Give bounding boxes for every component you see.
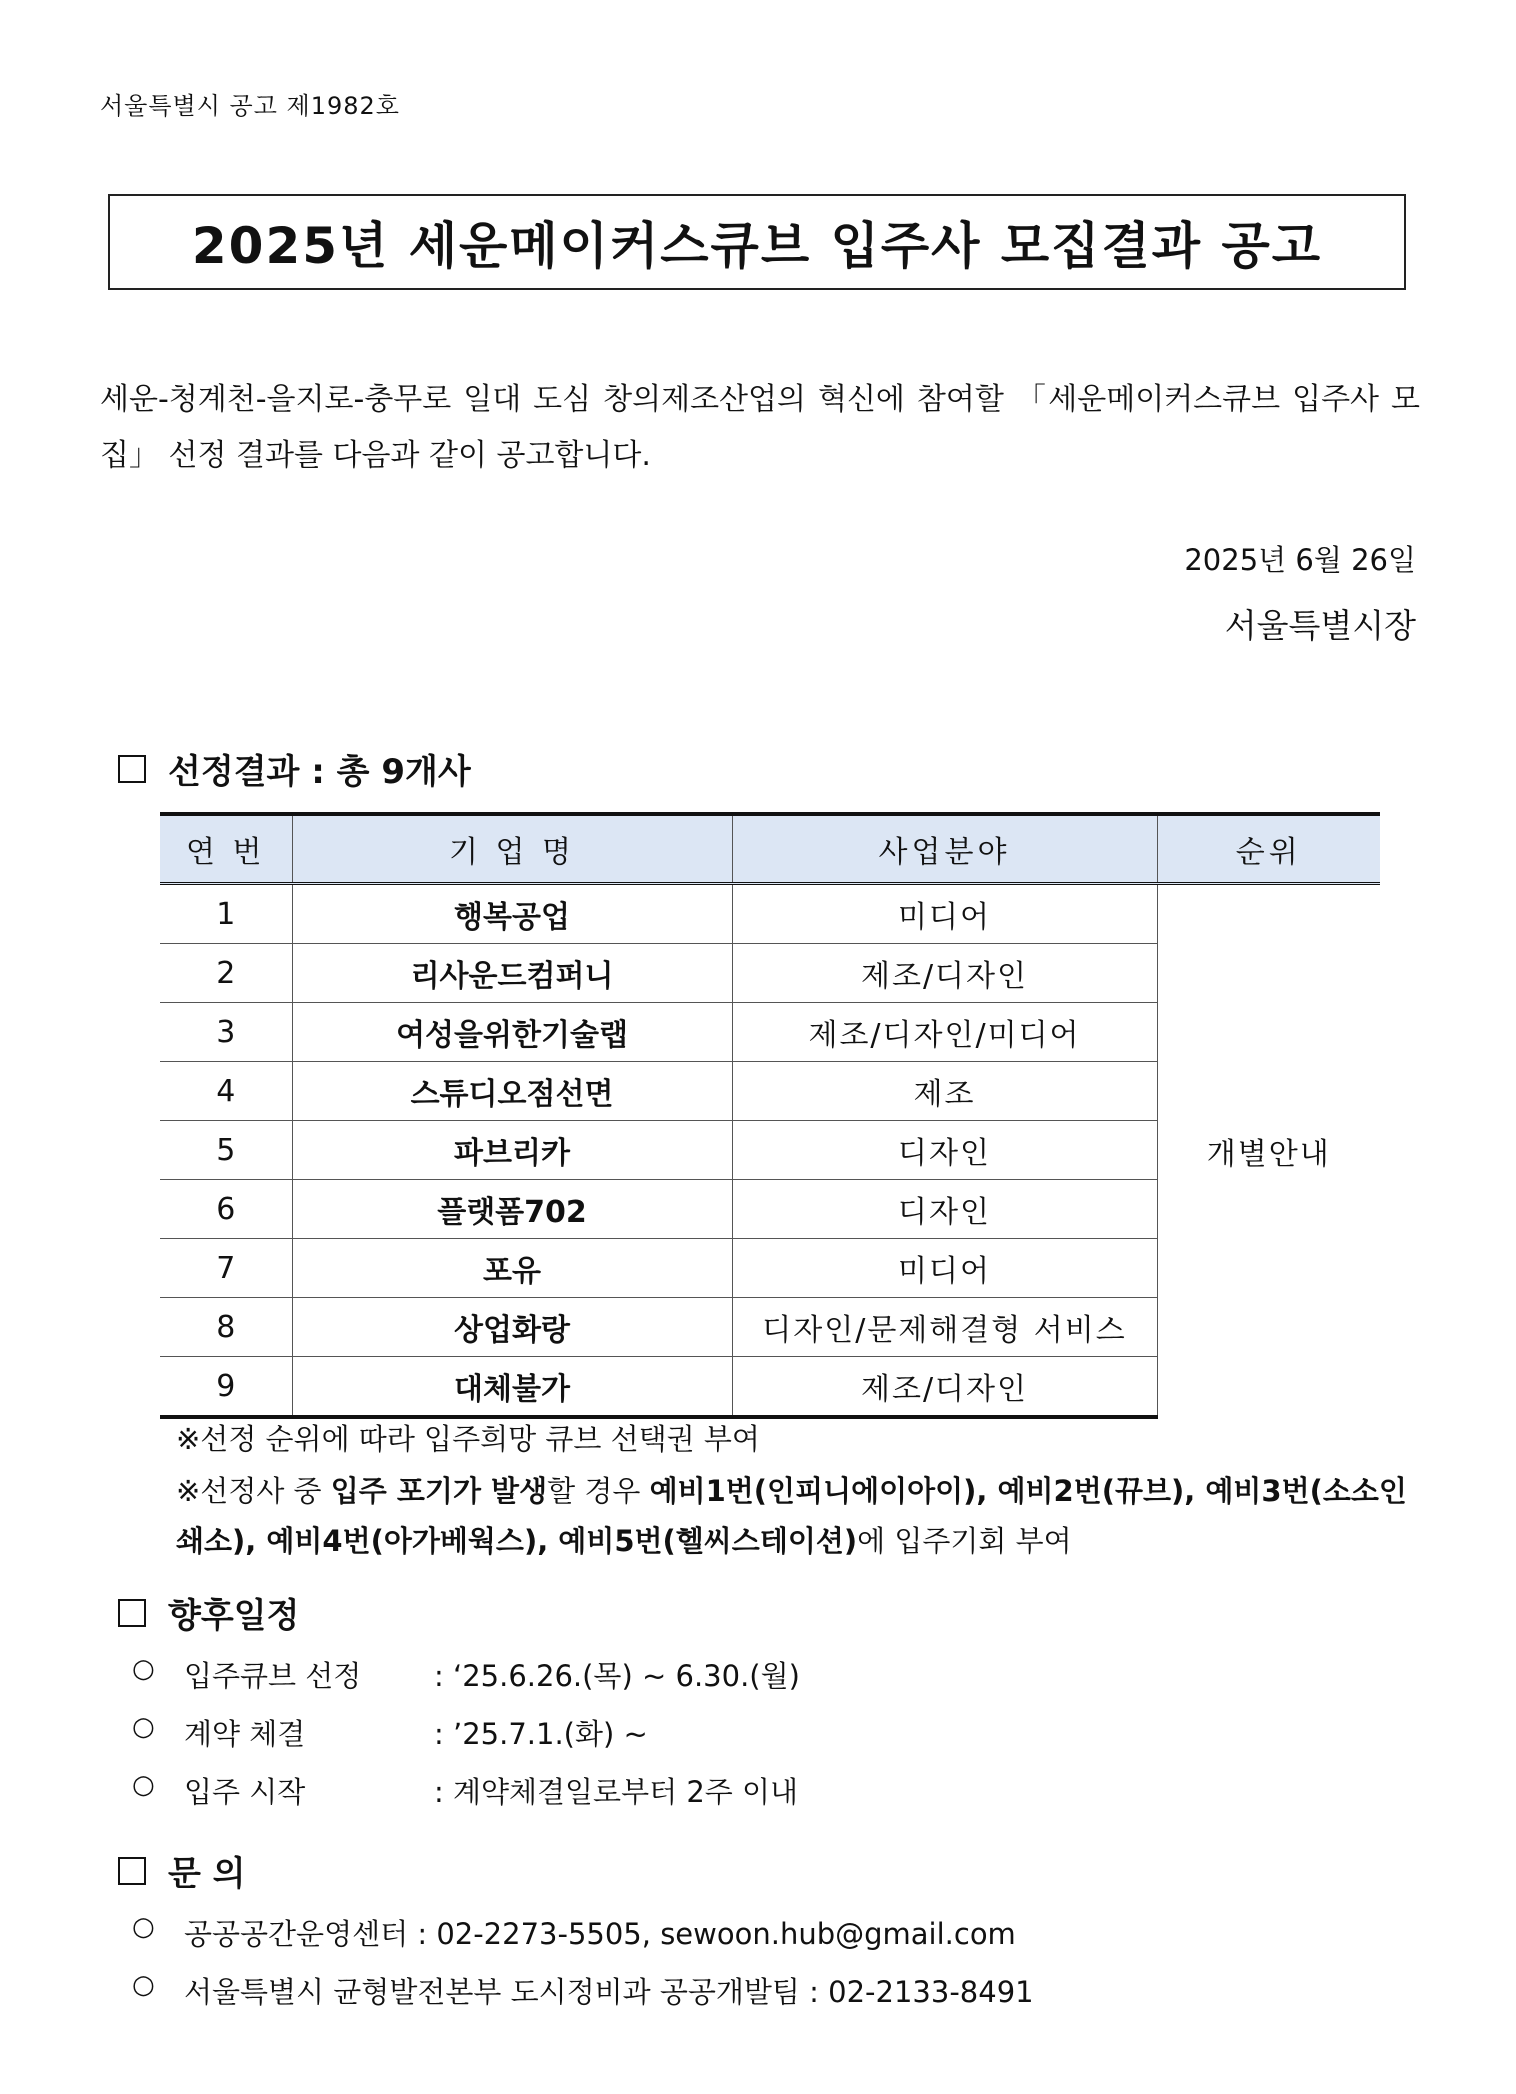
row-company: 플랫폼702: [292, 1180, 732, 1239]
schedule-label: 입주큐브 선정: [184, 1659, 362, 1693]
row-field: 디자인: [732, 1121, 1157, 1180]
table-row: [160, 884, 1380, 944]
reserve-note-bold-1: 입주 포기가 발생: [330, 1474, 548, 1508]
section-results-title: 선정결과 : 총 9개사: [168, 752, 471, 792]
row-field: 제조/디자인: [732, 944, 1157, 1003]
announcement-date: 2025년 6월 26일: [1184, 543, 1416, 577]
reserve-note-mid: 할 경우: [547, 1474, 650, 1508]
row-no: 4: [160, 1062, 292, 1121]
reserve-note-prefix: ※선정사 중: [176, 1474, 331, 1508]
schedule-value: : 계약체결일로부터 2주 이내: [434, 1775, 799, 1809]
row-field: 제조: [732, 1062, 1157, 1121]
row-no: 8: [160, 1298, 292, 1357]
schedule-item: [132, 1712, 648, 1753]
row-no: 7: [160, 1239, 292, 1298]
row-no: 1: [160, 884, 292, 944]
column-header-field: 사업분야: [732, 814, 1157, 884]
circle-bullet-icon: ○: [132, 1712, 155, 1742]
row-field: 디자인: [732, 1180, 1157, 1239]
row-field: 디자인/문제해결형 서비스: [732, 1298, 1157, 1357]
row-no: 5: [160, 1121, 292, 1180]
row-no: 6: [160, 1180, 292, 1239]
column-header-no: 연 번: [160, 814, 292, 884]
intro-paragraph: 세운-청계천-을지로-충무로 일대 도심 창의제조산업의 혁신에 참여할 「세운메이커스큐브 입주사 모집」 선정 결과를 다음과 같이 공고합니다.: [100, 382, 1420, 473]
contact-item: [132, 1912, 1016, 1953]
reserve-note: [176, 1466, 1420, 1566]
column-header-rank: 순위: [1157, 814, 1380, 884]
schedule-item: [132, 1654, 800, 1695]
circle-bullet-icon: ○: [132, 1770, 155, 1800]
table-header-row: [160, 814, 1380, 884]
row-no: 2: [160, 944, 292, 1003]
selection-order-note: ※선정 순위에 따라 입주희망 큐브 선택권 부여: [176, 1422, 760, 1456]
row-no: 9: [160, 1357, 292, 1418]
title-box: [108, 194, 1406, 290]
section-schedule-title: 향후일정: [168, 1596, 300, 1636]
circle-bullet-icon: ○: [132, 1970, 155, 2000]
row-company: 포유: [292, 1239, 732, 1298]
row-company: 여성을위한기술랩: [292, 1003, 732, 1062]
checkbox-square-icon: [118, 1599, 146, 1627]
notice-number: 서울특별시 공고 제1982호: [100, 92, 400, 120]
circle-bullet-icon: ○: [132, 1654, 155, 1684]
results-table: [160, 812, 1380, 1419]
row-field: 미디어: [732, 884, 1157, 944]
row-field: 미디어: [732, 1239, 1157, 1298]
section-schedule-heading: [118, 1588, 299, 1637]
contact-text: 서울특별시 균형발전본부 도시정비과 공공개발팀 : 02-2133-8491: [184, 1975, 1034, 2009]
checkbox-square-icon: [118, 755, 146, 783]
section-contact-title: 문 의: [168, 1854, 246, 1894]
schedule-value: : ‘25.6.26.(목) ~ 6.30.(월): [434, 1659, 800, 1693]
row-field: 제조/디자인: [732, 1357, 1157, 1418]
contact-item: [132, 1970, 1034, 2011]
schedule-item: [132, 1770, 798, 1811]
contact-text: 공공공간운영센터 : 02-2273-5505, sewoon.hub@gmail.com: [184, 1917, 1016, 1951]
row-company: 대체불가: [292, 1357, 732, 1418]
signer: 서울특별시장: [1224, 606, 1416, 645]
schedule-label: 계약 체결: [184, 1717, 306, 1751]
row-field: 제조/디자인/미디어: [732, 1003, 1157, 1062]
schedule-value: : ’25.7.1.(화) ~: [434, 1717, 648, 1751]
row-company: 리사운드컴퍼니: [292, 944, 732, 1003]
section-results-heading: [118, 744, 471, 793]
row-company: 파브리카: [292, 1121, 732, 1180]
row-company: 행복공업: [292, 884, 732, 944]
reserve-note-bold-2: 예비1번(인피니에이아이), 예비2번(뀨브), 예비3번(소소인쇄소), 예비4번(아가베웍스), 예비5번(헬씨스테이션): [176, 1474, 1407, 1558]
schedule-label: 입주 시작: [184, 1775, 306, 1809]
row-no: 3: [160, 1003, 292, 1062]
checkbox-square-icon: [118, 1857, 146, 1885]
row-company: 상업화랑: [292, 1298, 732, 1357]
row-company: 스튜디오점선면: [292, 1062, 732, 1121]
column-header-company: 기 업 명: [292, 814, 732, 884]
section-contact-heading: [118, 1846, 246, 1895]
page-title: 2025년 세운메이커스큐브 입주사 모집결과 공고: [191, 217, 1323, 275]
reserve-note-suffix: 에 입주기회 부여: [857, 1524, 1072, 1558]
circle-bullet-icon: ○: [132, 1912, 155, 1942]
rank-cell: 개별안내: [1157, 884, 1380, 1418]
